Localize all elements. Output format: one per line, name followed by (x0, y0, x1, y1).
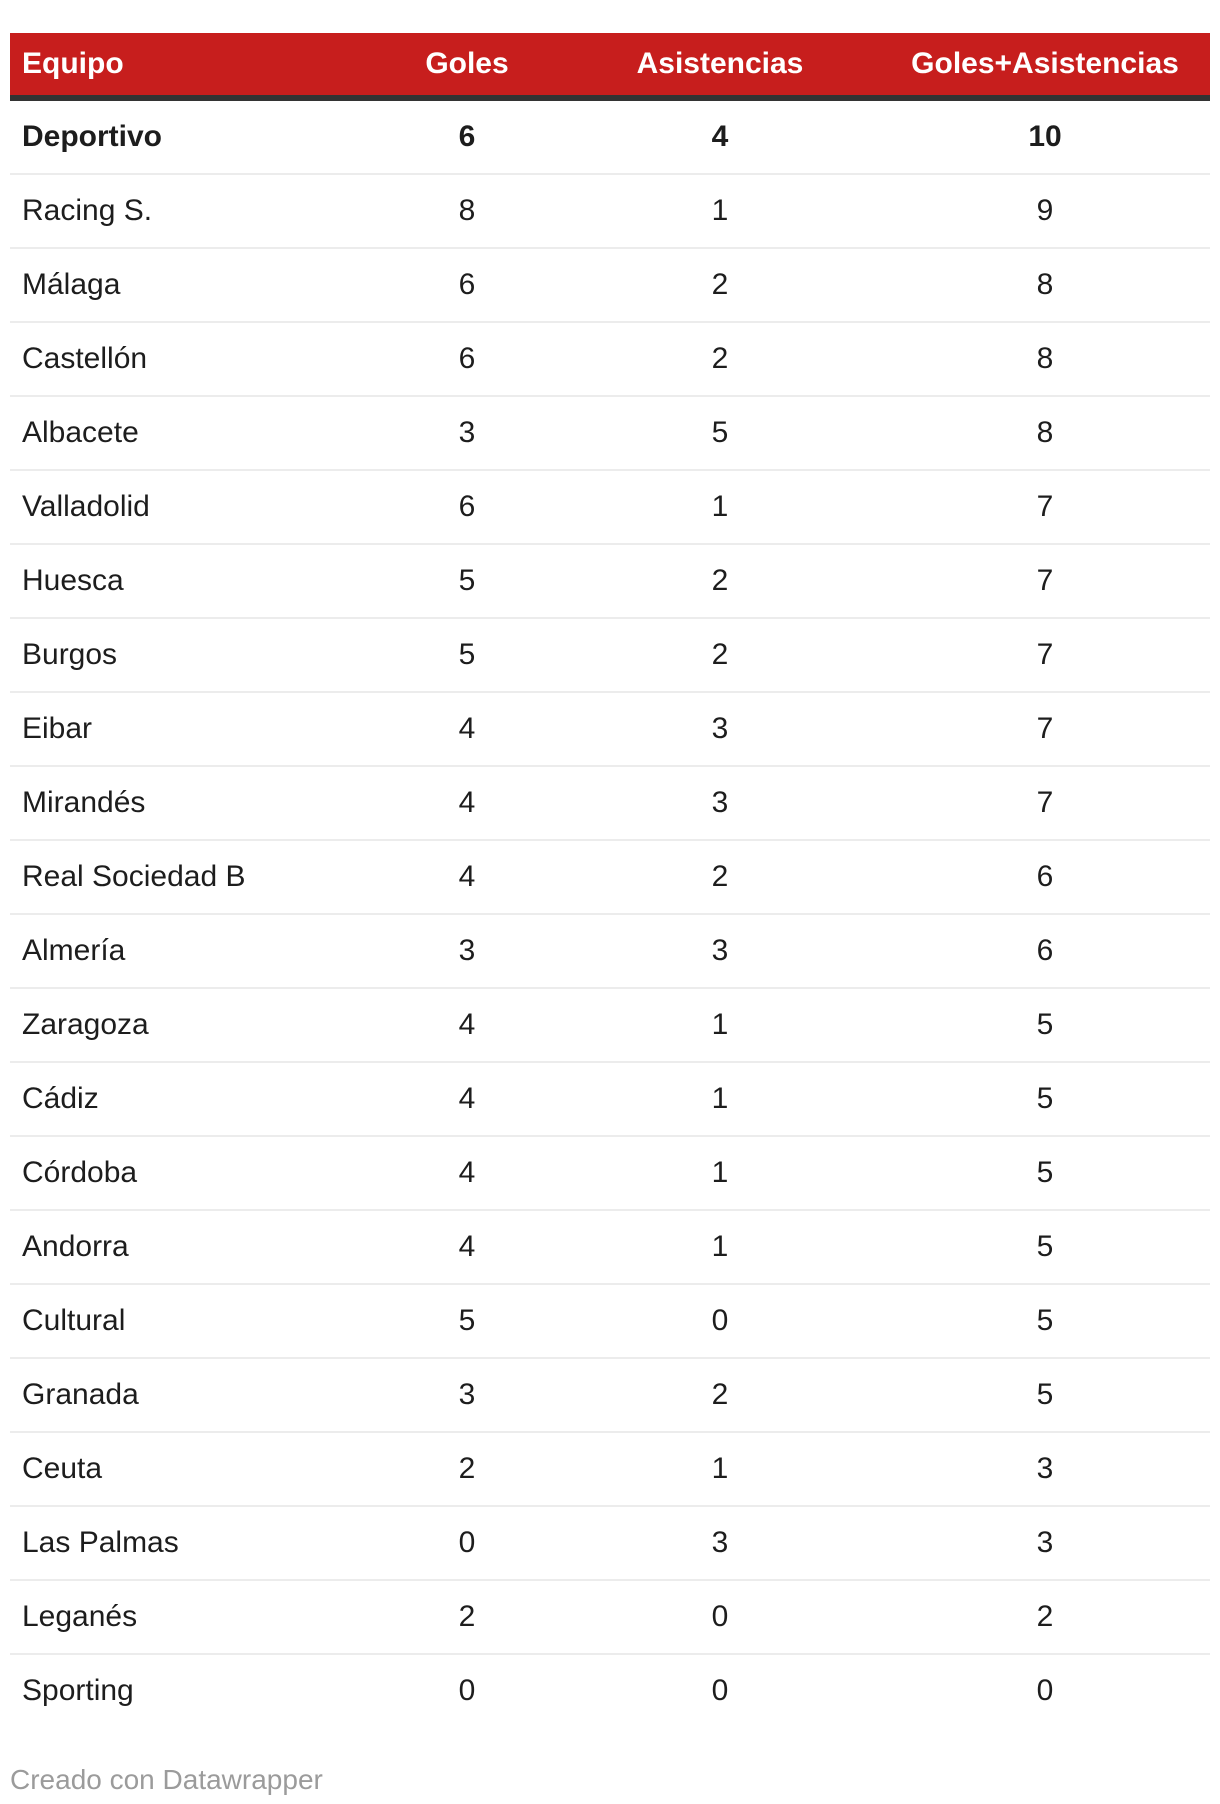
goles-cell: 2 (374, 1581, 560, 1655)
goles-asistencias-cell: 7 (880, 471, 1210, 545)
goles-asistencias-cell: 5 (880, 1137, 1210, 1211)
team-name-cell: Almería (10, 915, 374, 989)
goles-cell: 6 (374, 101, 560, 175)
goles-asistencias-cell: 8 (880, 323, 1210, 397)
goles-cell: 5 (374, 619, 560, 693)
team-name-cell: Ceuta (10, 1433, 374, 1507)
column-header-equipo: Equipo (10, 33, 374, 101)
goles-cell: 5 (374, 1285, 560, 1359)
asistencias-cell: 1 (560, 175, 880, 249)
asistencias-cell: 0 (560, 1285, 880, 1359)
table-row (10, 1507, 1210, 1581)
goles-asistencias-cell: 7 (880, 693, 1210, 767)
asistencias-cell: 0 (711, 1674, 729, 1707)
table-row (10, 101, 1210, 175)
team-name-cell: Andorra (10, 1211, 374, 1285)
goles-cell: 3 (374, 1359, 560, 1433)
table-row (10, 1359, 1210, 1433)
goles-cell: 5 (374, 545, 560, 619)
asistencias-cell: 3 (560, 693, 880, 767)
team-name-cell: Las Palmas (10, 1507, 374, 1581)
team-name-cell: Cádiz (10, 1063, 374, 1137)
table-row (10, 1211, 1210, 1285)
goles-asistencias-cell: 7 (880, 545, 1210, 619)
goles-asistencias-cell: 3 (880, 1507, 1210, 1581)
goles-cell: 6 (374, 249, 560, 323)
goles-asistencias-cell: 10 (880, 101, 1210, 175)
table-row (10, 1433, 1210, 1507)
goles-asistencias-cell: 6 (880, 915, 1210, 989)
header-row (10, 33, 1210, 101)
team-name-cell: Cultural (10, 1285, 374, 1359)
goles-cell: 4 (374, 841, 560, 915)
team-name-cell: Mirandés (10, 767, 374, 841)
table-row (10, 1581, 1210, 1655)
table-row (10, 915, 1210, 989)
goles-asistencias-cell: 0 (1036, 1674, 1054, 1707)
table-row (10, 175, 1210, 249)
goles-asistencias-cell: 5 (880, 989, 1210, 1063)
goles-asistencias-cell: 7 (880, 619, 1210, 693)
asistencias-cell: 2 (560, 1359, 880, 1433)
asistencias-cell: 4 (560, 101, 880, 175)
team-name-cell: Real Sociedad B (10, 841, 374, 915)
asistencias-cell: 2 (560, 545, 880, 619)
asistencias-cell: 0 (560, 1581, 880, 1655)
column-header-asistencias: Asistencias (560, 33, 880, 101)
team-name-cell: Albacete (10, 397, 374, 471)
team-name-cell: Sporting (22, 1674, 134, 1707)
team-name-cell: Deportivo (10, 101, 374, 175)
table-row (10, 249, 1210, 323)
goles-asistencias-cell: 8 (880, 249, 1210, 323)
goles-cell: 3 (374, 915, 560, 989)
goles-cell: 4 (374, 1137, 560, 1211)
asistencias-cell: 1 (560, 1063, 880, 1137)
table-row (10, 1655, 1210, 1727)
team-name-cell: Málaga (10, 249, 374, 323)
asistencias-cell: 5 (560, 397, 880, 471)
asistencias-cell: 1 (560, 989, 880, 1063)
table-row (10, 1063, 1210, 1137)
column-header-goles-asistencias: Goles+Asistencias (880, 33, 1210, 101)
table-row (10, 619, 1210, 693)
goles-asistencias-cell: 7 (880, 767, 1210, 841)
table-row (10, 693, 1210, 767)
asistencias-cell: 3 (560, 1507, 880, 1581)
team-name-cell: Granada (10, 1359, 374, 1433)
goles-cell: 4 (374, 767, 560, 841)
table-row (10, 767, 1210, 841)
asistencias-cell: 1 (560, 471, 880, 545)
goles-cell: 4 (374, 1063, 560, 1137)
asistencias-cell: 1 (560, 1433, 880, 1507)
team-name-cell: Eibar (10, 693, 374, 767)
goles-asistencias-cell: 6 (880, 841, 1210, 915)
goles-cell: 8 (374, 175, 560, 249)
team-name-cell: Zaragoza (10, 989, 374, 1063)
goles-asistencias-cell: 5 (880, 1285, 1210, 1359)
goles-asistencias-cell: 3 (880, 1433, 1210, 1507)
column-header-goles: Goles (374, 33, 560, 101)
goles-cell: 4 (374, 1211, 560, 1285)
asistencias-cell: 1 (560, 1137, 880, 1211)
asistencias-cell: 1 (560, 1211, 880, 1285)
table-row (10, 1285, 1210, 1359)
team-name-cell: Valladolid (10, 471, 374, 545)
asistencias-cell: 3 (560, 767, 880, 841)
goles-asistencias-cell: 8 (880, 397, 1210, 471)
asistencias-cell: 2 (560, 841, 880, 915)
datawrapper-credit-link[interactable]: Creado con Datawrapper (10, 1764, 323, 1795)
table-row (10, 989, 1210, 1063)
goles-cell: 6 (374, 471, 560, 545)
goles-cell: 3 (374, 397, 560, 471)
table-row (10, 841, 1210, 915)
team-name-cell: Castellón (10, 323, 374, 397)
goles-cell: 4 (374, 989, 560, 1063)
asistencias-cell: 2 (560, 323, 880, 397)
goles-asistencias-cell: 5 (880, 1063, 1210, 1137)
goles-cell: 0 (374, 1507, 560, 1581)
table-row (10, 471, 1210, 545)
goles-asistencias-cell: 5 (880, 1359, 1210, 1433)
goles-cell: 6 (374, 323, 560, 397)
asistencias-cell: 3 (560, 915, 880, 989)
team-name-cell: Leganés (10, 1581, 374, 1655)
table-header (10, 33, 1210, 101)
goles-cell: 0 (458, 1674, 476, 1707)
goles-asistencias-cell: 2 (880, 1581, 1210, 1655)
goles-cell: 4 (374, 693, 560, 767)
asistencias-cell: 2 (560, 249, 880, 323)
table-row (10, 1137, 1210, 1211)
table-row (10, 545, 1210, 619)
team-name-cell: Córdoba (10, 1137, 374, 1211)
goles-asistencias-cell: 5 (880, 1211, 1210, 1285)
team-name-cell: Burgos (10, 619, 374, 693)
table-row (10, 323, 1210, 397)
goles-cell: 2 (374, 1433, 560, 1507)
table-body (10, 101, 1210, 1727)
team-name-cell: Racing S. (10, 175, 374, 249)
stats-table (10, 33, 1210, 1727)
asistencias-cell: 2 (560, 619, 880, 693)
table-row (10, 397, 1210, 471)
team-name-cell: Huesca (10, 545, 374, 619)
goles-asistencias-cell: 9 (880, 175, 1210, 249)
